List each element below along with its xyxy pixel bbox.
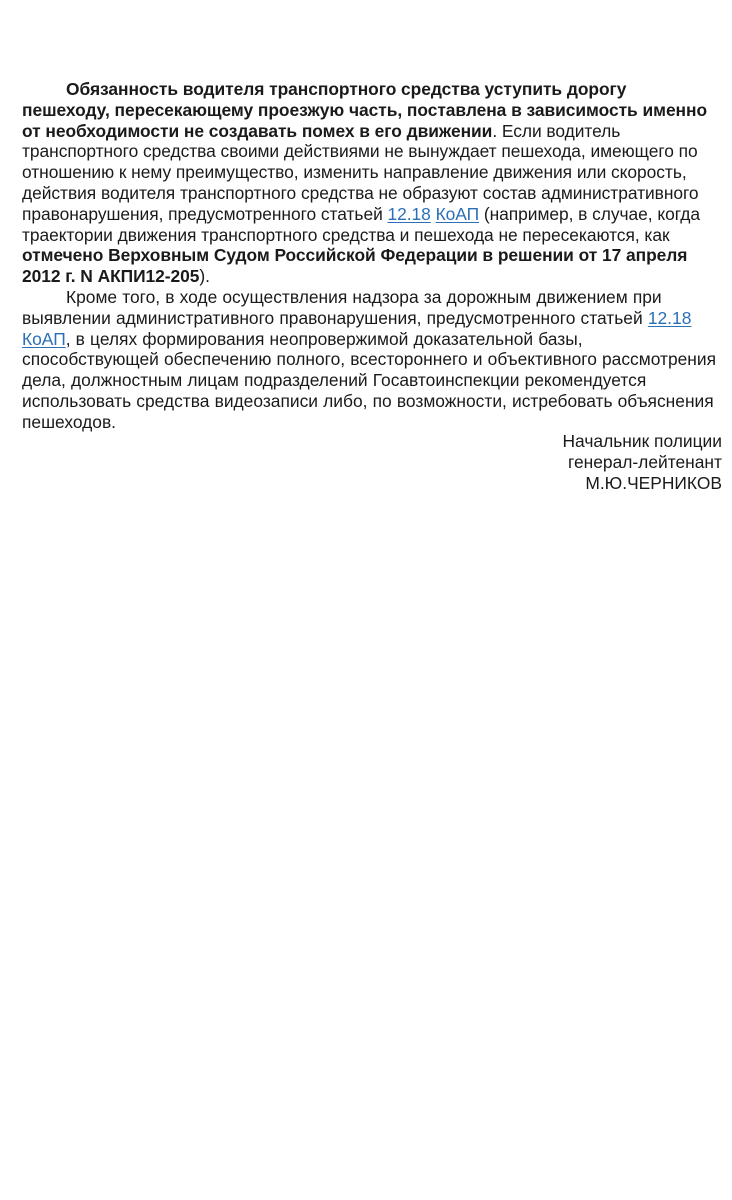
- paragraph-text: . Если водитель транспортного средства своими действиями не вынуждает пешехода, имеющего по отношению к нему преимущество, изменить направление движения или скорость, действия водителя транспортного средства не образуют состав административного правонарушения, предусмотренного статьей: [22, 120, 699, 224]
- paragraph-video-recording: [22, 287, 718, 433]
- koap-link[interactable]: КоАП: [435, 203, 480, 224]
- signatory-rank: генерал-лейтенант: [567, 451, 722, 472]
- document-body: [22, 79, 718, 433]
- signatory-position: Начальник полиции: [562, 431, 722, 451]
- paragraph-driver-obligation: [22, 79, 718, 287]
- bold-court-reference: отмечено Верховным Судом Российской Федерации в решении от 17 апреля 2012 г. N АКПИ12-205: [22, 245, 688, 287]
- signature-block: [562, 431, 722, 493]
- article-12-18-link[interactable]: 12.18: [647, 307, 692, 328]
- koap-link[interactable]: КоАП: [22, 328, 66, 349]
- paragraph-text: ).: [199, 266, 210, 287]
- signatory-name: М.Ю.ЧЕРНИКОВ: [585, 472, 722, 493]
- article-12-18-link[interactable]: 12.18: [387, 203, 431, 224]
- paragraph-text: Кроме того, в ходе осуществления надзора за дорожным движением при выявлении административного правонарушения, предусмотренного статьей: [22, 286, 662, 328]
- bold-lead-text: Обязанность водителя транспортного средства уступить дорогу пешеходу, пересекающему проезжую часть, поставлена в зависимость именно от необходимости не создавать помех в его движении: [22, 79, 708, 141]
- paragraph-text: , в целях формирования неопровержимой доказательной базы, способствующей обеспечению полного, всестороннего и объективного рассмотрения дела, должностным лицам подразделений Госавтоинспекции рекомендуется использовать средства видеозаписи либо, по возможности, истребовать объяснения пешеходов.: [22, 328, 717, 432]
- paragraph-text: (например, в случае, когда траектории движения транспортного средства и пешехода не пересекаются, как: [22, 203, 700, 245]
